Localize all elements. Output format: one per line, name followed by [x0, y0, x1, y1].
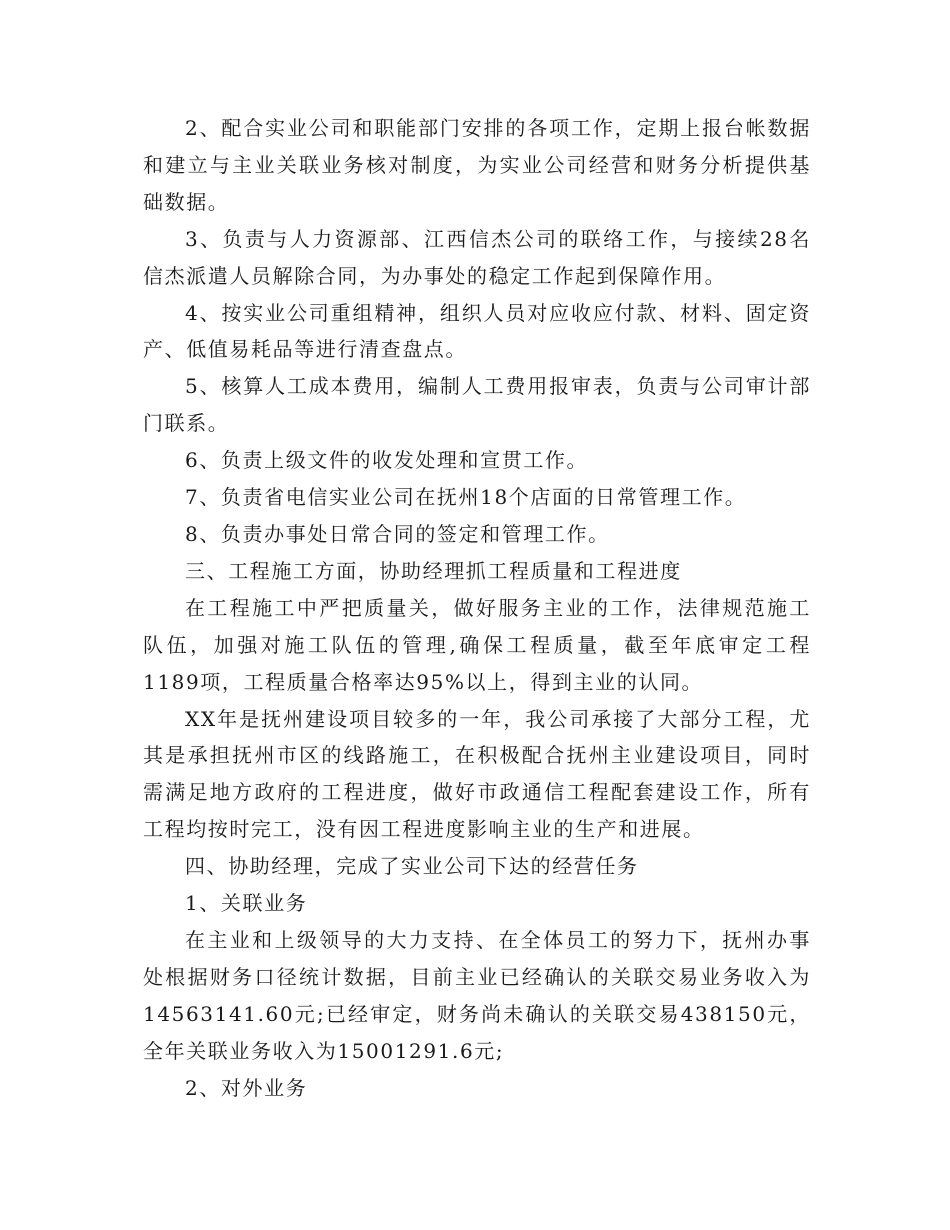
paragraph-item-5: 5、核算人工成本费用，编制人工费用报审表，负责与公司审计部门联系。: [143, 374, 811, 436]
subheading-external-business: 2、对外业务: [185, 1075, 308, 1100]
paragraph-construction: XX年是抚州建设项目较多的一年，我公司承接了大部分工程，尤其是承担抚州市区的线路施工，在积极配合抚州主业建设项目，同时需满足地方政府的工程进度，做好市政通信工程配套建设工作，所有工程均按时完工，没有因工程进度影响主业的生产和进展。: [143, 706, 811, 842]
section-heading-4: 四、协助经理，完成了实业公司下达的经营任务: [185, 854, 639, 879]
paragraph-quality: 在工程施工中严把质量关，做好服务主业的工作，法律规范施工队伍，加强对施工队伍的管理,确保工程质量，截至年底审定工程1189项，工程质量合格率达95%以上，得到主业的认同。: [143, 595, 811, 694]
paragraph-item-3: 3、负责与人力资源部、江西信杰公司的联络工作，与接续28名信杰派遣人员解除合同，为办事处的稳定工作起到保障作用。: [143, 226, 811, 288]
subheading-related-business: 1、关联业务: [185, 891, 308, 916]
document-body: [143, 110, 811, 1106]
paragraph-related-revenue: 在主业和上级领导的大力支持、在全体员工的努力下，抚州办事处根据财务口径统计数据，目前主业已经确认的关联交易业务收入为14563141.60元;已经审定，财务尚未确认的关联交易438150元，全年关联业务收入为15001291.6元;: [143, 927, 811, 1063]
paragraph-item-6: 6、负责上级文件的收发处理和宣贯工作。: [185, 448, 589, 473]
paragraph-item-8: 8、负责办事处日常合同的签定和管理工作。: [185, 521, 610, 546]
section-heading-3: 三、工程施工方面，协助经理抓工程质量和工程进度: [185, 558, 682, 583]
paragraph-item-4: 4、按实业公司重组精神，组织人员对应收应付款、材料、固定资产、低值易耗品等进行清查盘点。: [143, 300, 811, 362]
paragraph-item-2: 2、配合实业公司和职能部门安排的各项工作，定期上报台帐数据和建立与主业关联业务核对制度，为实业公司经营和财务分析提供基础数据。: [143, 116, 811, 214]
paragraph-item-7: 7、负责省电信实业公司在抚州18个店面的日常管理工作。: [185, 485, 747, 510]
